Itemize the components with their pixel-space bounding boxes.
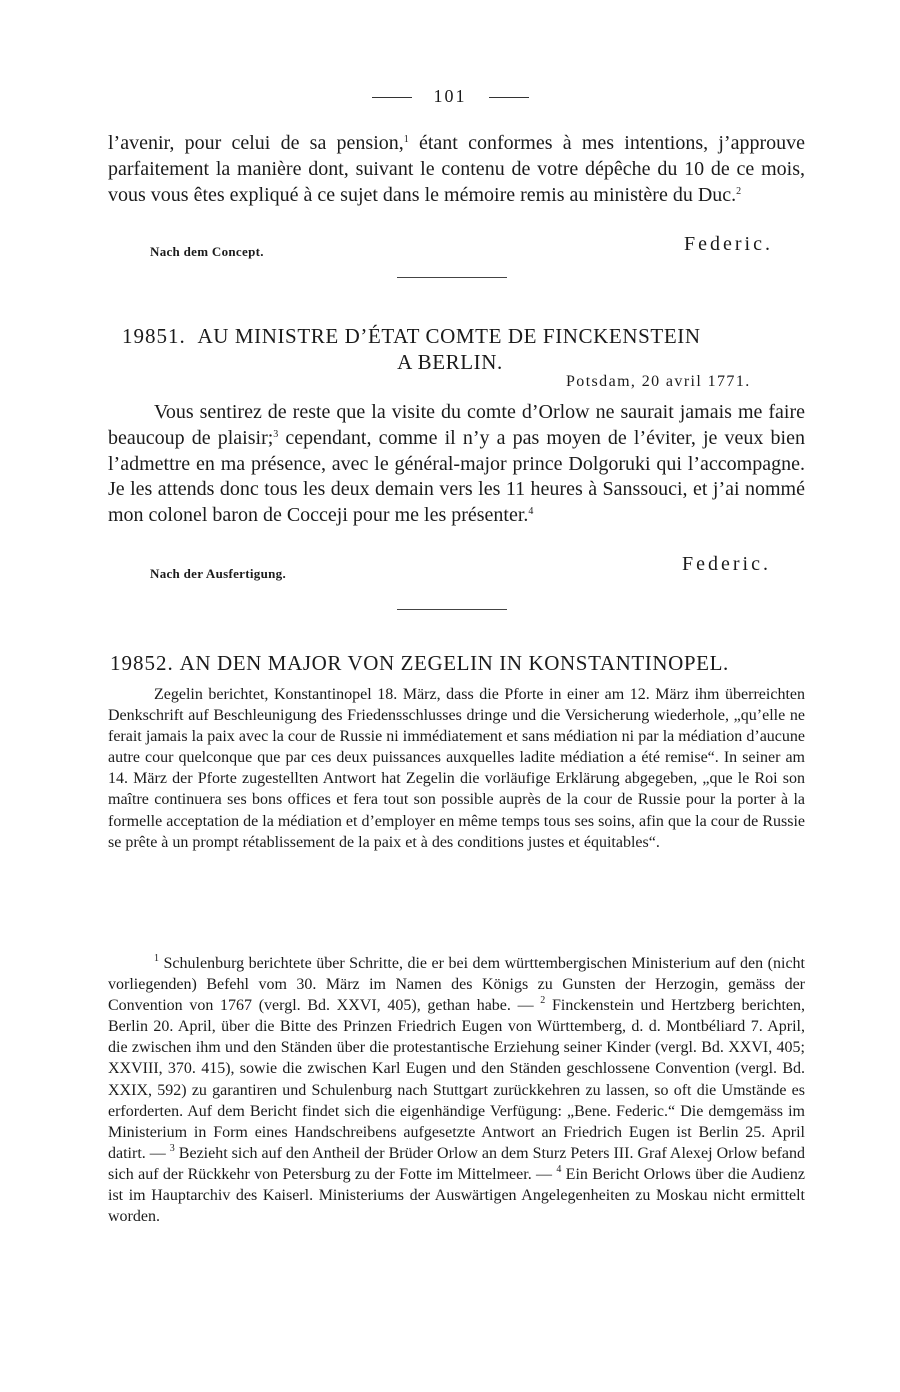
footnote-text-4: Ein Bericht Orlows über die Audienz ist im Hauptarchiv des Kaiserl. Ministeriums der Auswärtigen Angelegenheiten zu Moskau nicht ermittelt worden.: [108, 1165, 806, 1226]
section-divider: [397, 277, 507, 278]
section-divider: [397, 609, 507, 610]
footnote-ref-4[interactable]: 4: [528, 506, 534, 518]
letter-number: 19852.: [110, 651, 174, 675]
header-dash-right: [489, 97, 529, 98]
letter-number: 19851.: [122, 324, 186, 348]
paragraph-text: étant conformes à mes intentions, j’approuve parfaitement la manière dont, suivant le contenu de votre dépêche du 10 de ce mois, vous vous êtes expliqué à ce sujet dans le mémoire remis au ministère du Duc.: [108, 132, 805, 206]
footnote-ref-1[interactable]: 1: [403, 134, 409, 145]
letter-heading: [122, 324, 701, 349]
signature: Federic.: [682, 553, 771, 575]
letter-title: AU MINISTRE D’ÉTAT COMTE DE FINCKENSTEIN: [197, 324, 701, 348]
paragraph-text: Vous sentirez de reste que la visite du comte d’Orlow ne saurait jamais me faire beaucoup de plaisir;: [108, 401, 805, 449]
paragraph-text: l’avenir, pour celui de sa pension,: [108, 132, 404, 154]
place-date: Potsdam, 20 avril 1771.: [566, 373, 751, 390]
header-dash-left: [372, 97, 412, 98]
paragraph-text: cependant, comme il n’y a pas moyen de l’éviter, je veux bien l’admettre en ma présence, avec le général-major prince Dolgoruki qui l’accompagne. Je les attends donc tous les deux demain vers les 11 heures à Sanssouci, et j’ai nommé mon colonel baron de Cocceji pour me les présenter.: [108, 426, 805, 527]
source-note: Nach dem Concept.: [150, 244, 264, 259]
footnote-mark-4: 4: [556, 1163, 562, 1175]
letter-summary: [108, 684, 805, 853]
footnote-mark-2: 2: [540, 995, 546, 1007]
letter-heading: [110, 651, 729, 676]
footnotes: [108, 953, 805, 1227]
page-header: [0, 86, 900, 107]
footnote-mark-1: 1: [154, 953, 159, 964]
page-number: 101: [433, 86, 467, 106]
source-note: Nach der Ausfertigung.: [150, 566, 287, 581]
footnote-text-2: Finckenstein und Hertzberg berichten, Berlin 20. April, über die Bitte des Prinzen Friedrich Eugen von Württemberg, d. d. Montbéliard 7. April, die zwischen ihm und den Ständen über die protestantische Erziehung seiner Kinder (vergl. Bd. XXVI, 405; XXVIII, 370. 415), sowie die zwischen Karl Eugen und den Ständen geschlossene Convention (vergl. Bd. XXIX, 592) zu garantiren und Schulenburg nach Stuttgart zurückkehren zu lassen, so oft die Umstände es erforderten. Auf dem Bericht findet sich die eigenhändige Verfügung: „Bene. Federic.“ Die demgemäss im Ministerium in Form eines Handschreibens aufgesetzte Antwort an Friedrich Eugen ist Berlin 25. April datirt. —: [108, 997, 806, 1162]
letter-title: AN DEN MAJOR VON ZEGELIN IN KONSTANTINOPEL.: [179, 651, 729, 675]
continued-paragraph: [108, 131, 805, 208]
signature: Federic.: [684, 233, 773, 255]
summary-text: Zegelin berichtet, Konstantinopel 18. März, dass die Pforte in einer am 12. März ihm überreichten Denkschrift auf Beschleunigung des Friedensschlusses dringe und die Versicherung wiederhole, „qu’elle ne ferait jamais la paix avec la cour de Russie ni immédiatement et sans médiation ni par la médiation d’aucune autre cour quelconque que par ces deux puissances auxquelles ladite médiation a été remise“. In seiner am 14. März der Pforte zugestellten Antwort hat Zegelin die vorläufige Erklärung abgegeben, „que le Roi son maître continuera ses bons offices et fera tout son possible auprès de la cour de Russie pour la porter à la formelle acceptation de la médiation et d’employer en même temps tous ses soins, afin que la cour de Russie se prête à un prompt rétablissement de la paix et à des conditions justes et équitables“.: [108, 686, 805, 851]
footnote-ref-3[interactable]: 3: [273, 428, 279, 440]
footnote-text-1: Schulenburg berichtete über Schritte, die er bei dem württembergischen Ministerium auf den (nicht vorliegenden) Befehl vom 30. März im Namen des Königs zu Gunsten der Herzogin, gemäss der Convention von 1767 (vergl. Bd. XXVI, 405), gethan habe. —: [108, 955, 805, 1015]
footnote-text-3: Bezieht sich auf den Antheil der Brüder Orlow an dem Sturz Peters III. Graf Alexej Orlow befand sich auf der Rückkehr von Petersburg zu der Fotte im Mittelmeer. —: [108, 1144, 806, 1183]
footnote-mark-3: 3: [169, 1142, 175, 1154]
letter-title-line-2: A BERLIN.: [397, 350, 503, 374]
footnote-ref-2[interactable]: 2: [736, 185, 742, 197]
letter-body: [108, 400, 805, 529]
